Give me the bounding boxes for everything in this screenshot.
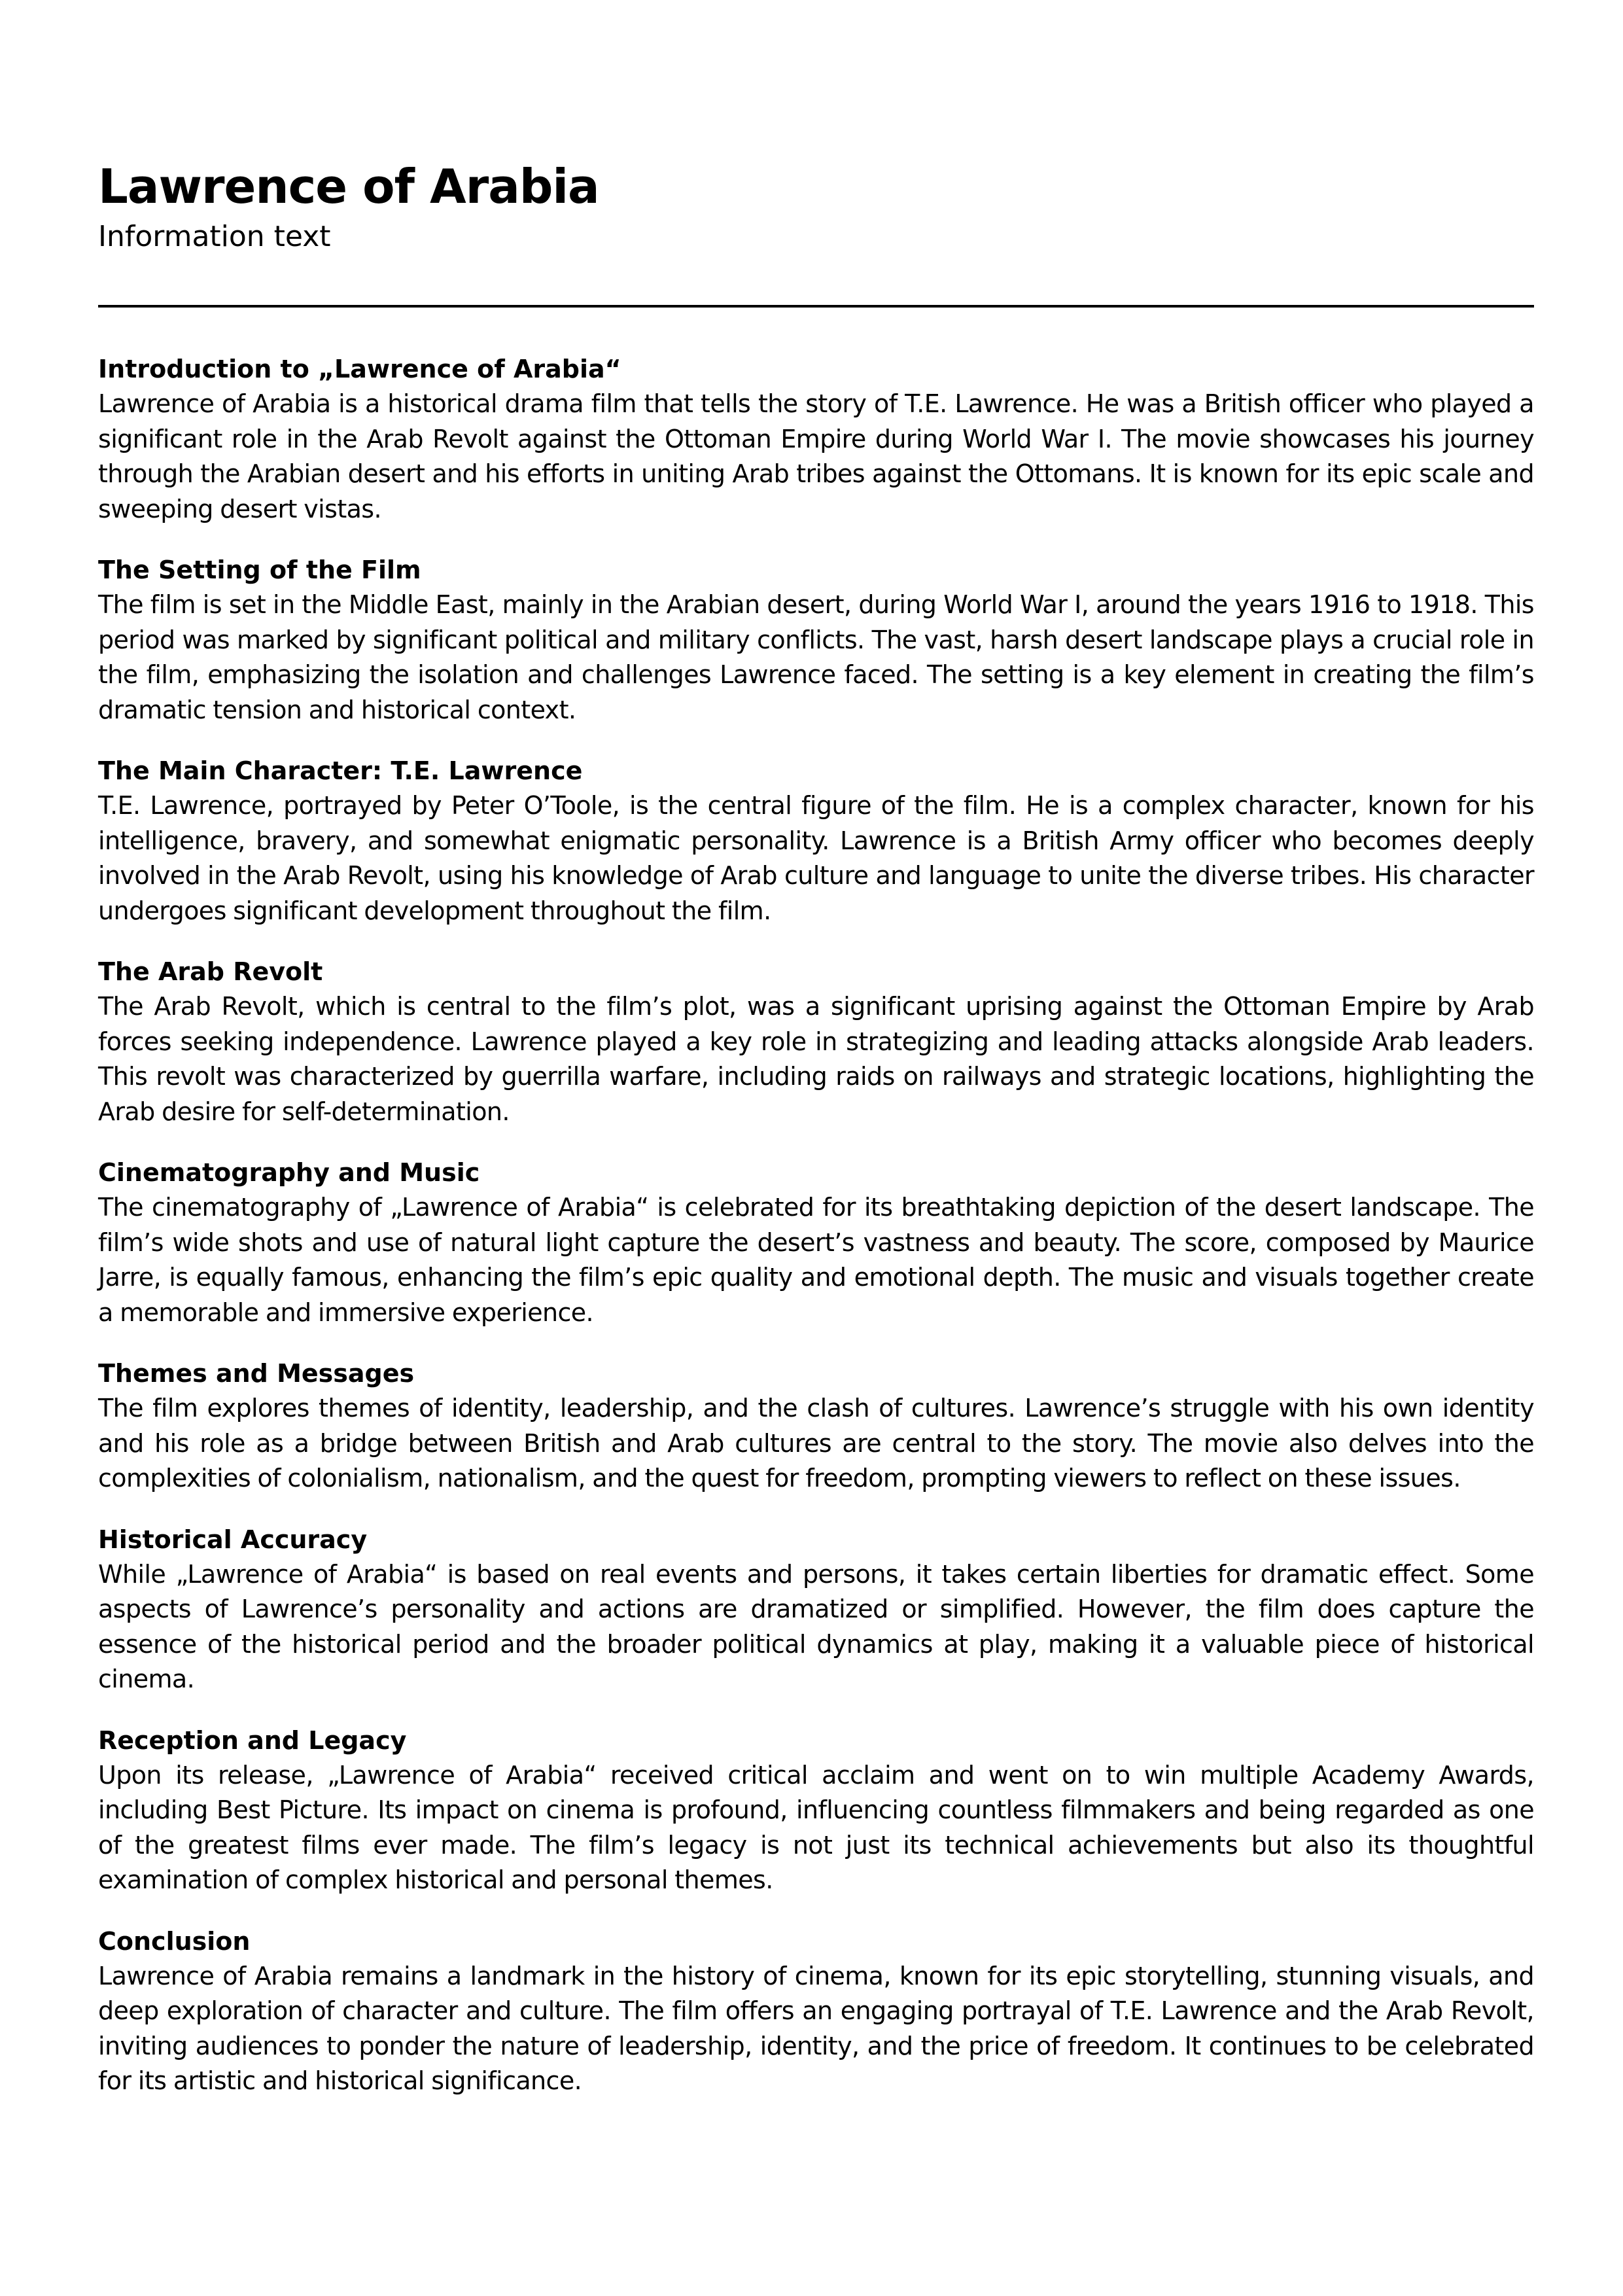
section-themes [98,1356,1534,1496]
section-body: Upon its release, „Lawrence of Arabia“ received critical acclaim and went on to win multiple Academy Awards, including Best Picture. Its impact on cinema is profound, influencing countless filmmakers and being regarded as one of the greatest films ever made. The film’s legacy is not just its technical achievements but also its thoughtful examination of complex historical and personal themes. [98,1760,1534,1894]
section-body: Lawrence of Arabia remains a landmark in the history of cinema, known for its epic storytelling, stunning visuals, and deep exploration of character and culture. The film offers an engaging portrayal of T.E. Lawrence and the Arab Revolt, inviting audiences to ponder the nature of leadership, identity, and the price of freedom. It continues to be celebrated for its artistic and historical significance. [98,1961,1534,2095]
section-body: The film is set in the Middle East, mainly in the Arabian desert, during World War I, around the years 1916 to 1918. This period was marked by significant political and military conflicts. The vast, harsh desert landscape plays a crucial role in the film, emphasizing the isolation and challenges Lawrence faced. The setting is a key element in creating the film’s dramatic tension and historical context. [98,590,1534,724]
sections-container [98,352,1534,2099]
document-title: Lawrence of Arabia [98,159,599,214]
section-heading: The Arab Revolt [98,957,323,986]
section-historical-accuracy [98,1523,1534,1697]
section-arab-revolt [98,955,1534,1129]
document-page [98,157,1534,2125]
section-heading: Reception and Legacy [98,1725,407,1755]
section-main-character [98,754,1534,928]
section-heading: Historical Accuracy [98,1525,368,1554]
section-body: While „Lawrence of Arabia“ is based on real events and persons, it takes certain liberties for dramatic effect. Some aspects of Lawrence’s personality and actions are dramatized or simplified. However, the film does capture the essence of the historical period and the broader political dynamics at play, making it a valuable piece of historical cinema. [98,1559,1534,1693]
section-body: The cinematography of „Lawrence of Arabia“ is celebrated for its breathtaking depiction of the desert landscape. The film’s wide shots and use of natural light capture the desert’s vastness and beauty. The score, composed by Maurice Jarre, is equally famous, enhancing the film’s epic quality and emotional depth. The music and visuals together create a memorable and immersive experience. [98,1193,1534,1327]
section-heading: Conclusion [98,1926,251,1956]
section-conclusion [98,1924,1534,2099]
section-setting [98,553,1534,728]
section-heading: Themes and Messages [98,1359,415,1388]
section-body: The film explores themes of identity, leadership, and the clash of cultures. Lawrence’s struggle with his own identity and his role as a bridge between British and Arab cultures are central to the story. The movie also delves into the complexities of colonialism, nationalism, and the quest for freedom, prompting viewers to reflect on these issues. [98,1394,1534,1492]
section-cinematography [98,1156,1534,1330]
section-introduction [98,352,1534,527]
section-heading: The Main Character: T.E. Lawrence [98,756,583,785]
section-reception [98,1723,1534,1898]
document-subtitle: Information text [98,220,331,253]
section-heading: Cinematography and Music [98,1158,480,1187]
section-body: T.E. Lawrence, portrayed by Peter O’Toole, is the central figure of the film. He is a complex character, known for his intelligence, bravery, and somewhat enigmatic personality. Lawrence is a British Army officer who becomes deeply involved in the Arab Revolt, using his knowledge of Arab culture and language to unite the diverse tribes. His character undergoes significant development throughout the film. [98,791,1534,925]
section-heading: Introduction to „Lawrence of Arabia“ [98,355,621,383]
title-divider [98,305,1534,308]
section-body: The Arab Revolt, which is central to the film’s plot, was a significant uprising against the Ottoman Empire by Arab forces seeking independence. Lawrence played a key role in strategizing and leading attacks alongside Arab leaders. This revolt was characterized by guerrilla warfare, including raids on railways and strategic locations, highlighting the Arab desire for self-determination. [98,992,1534,1126]
section-body: Lawrence of Arabia is a historical drama film that tells the story of T.E. Lawrence. He was a British officer who played a significant role in the Arab Revolt against the Ottoman Empire during World War I. The movie showcases his journey through the Arabian desert and his efforts in uniting Arab tribes against the Ottomans. It is known for its epic scale and sweeping desert vistas. [98,389,1534,523]
section-heading: The Setting of the Film [98,556,421,584]
